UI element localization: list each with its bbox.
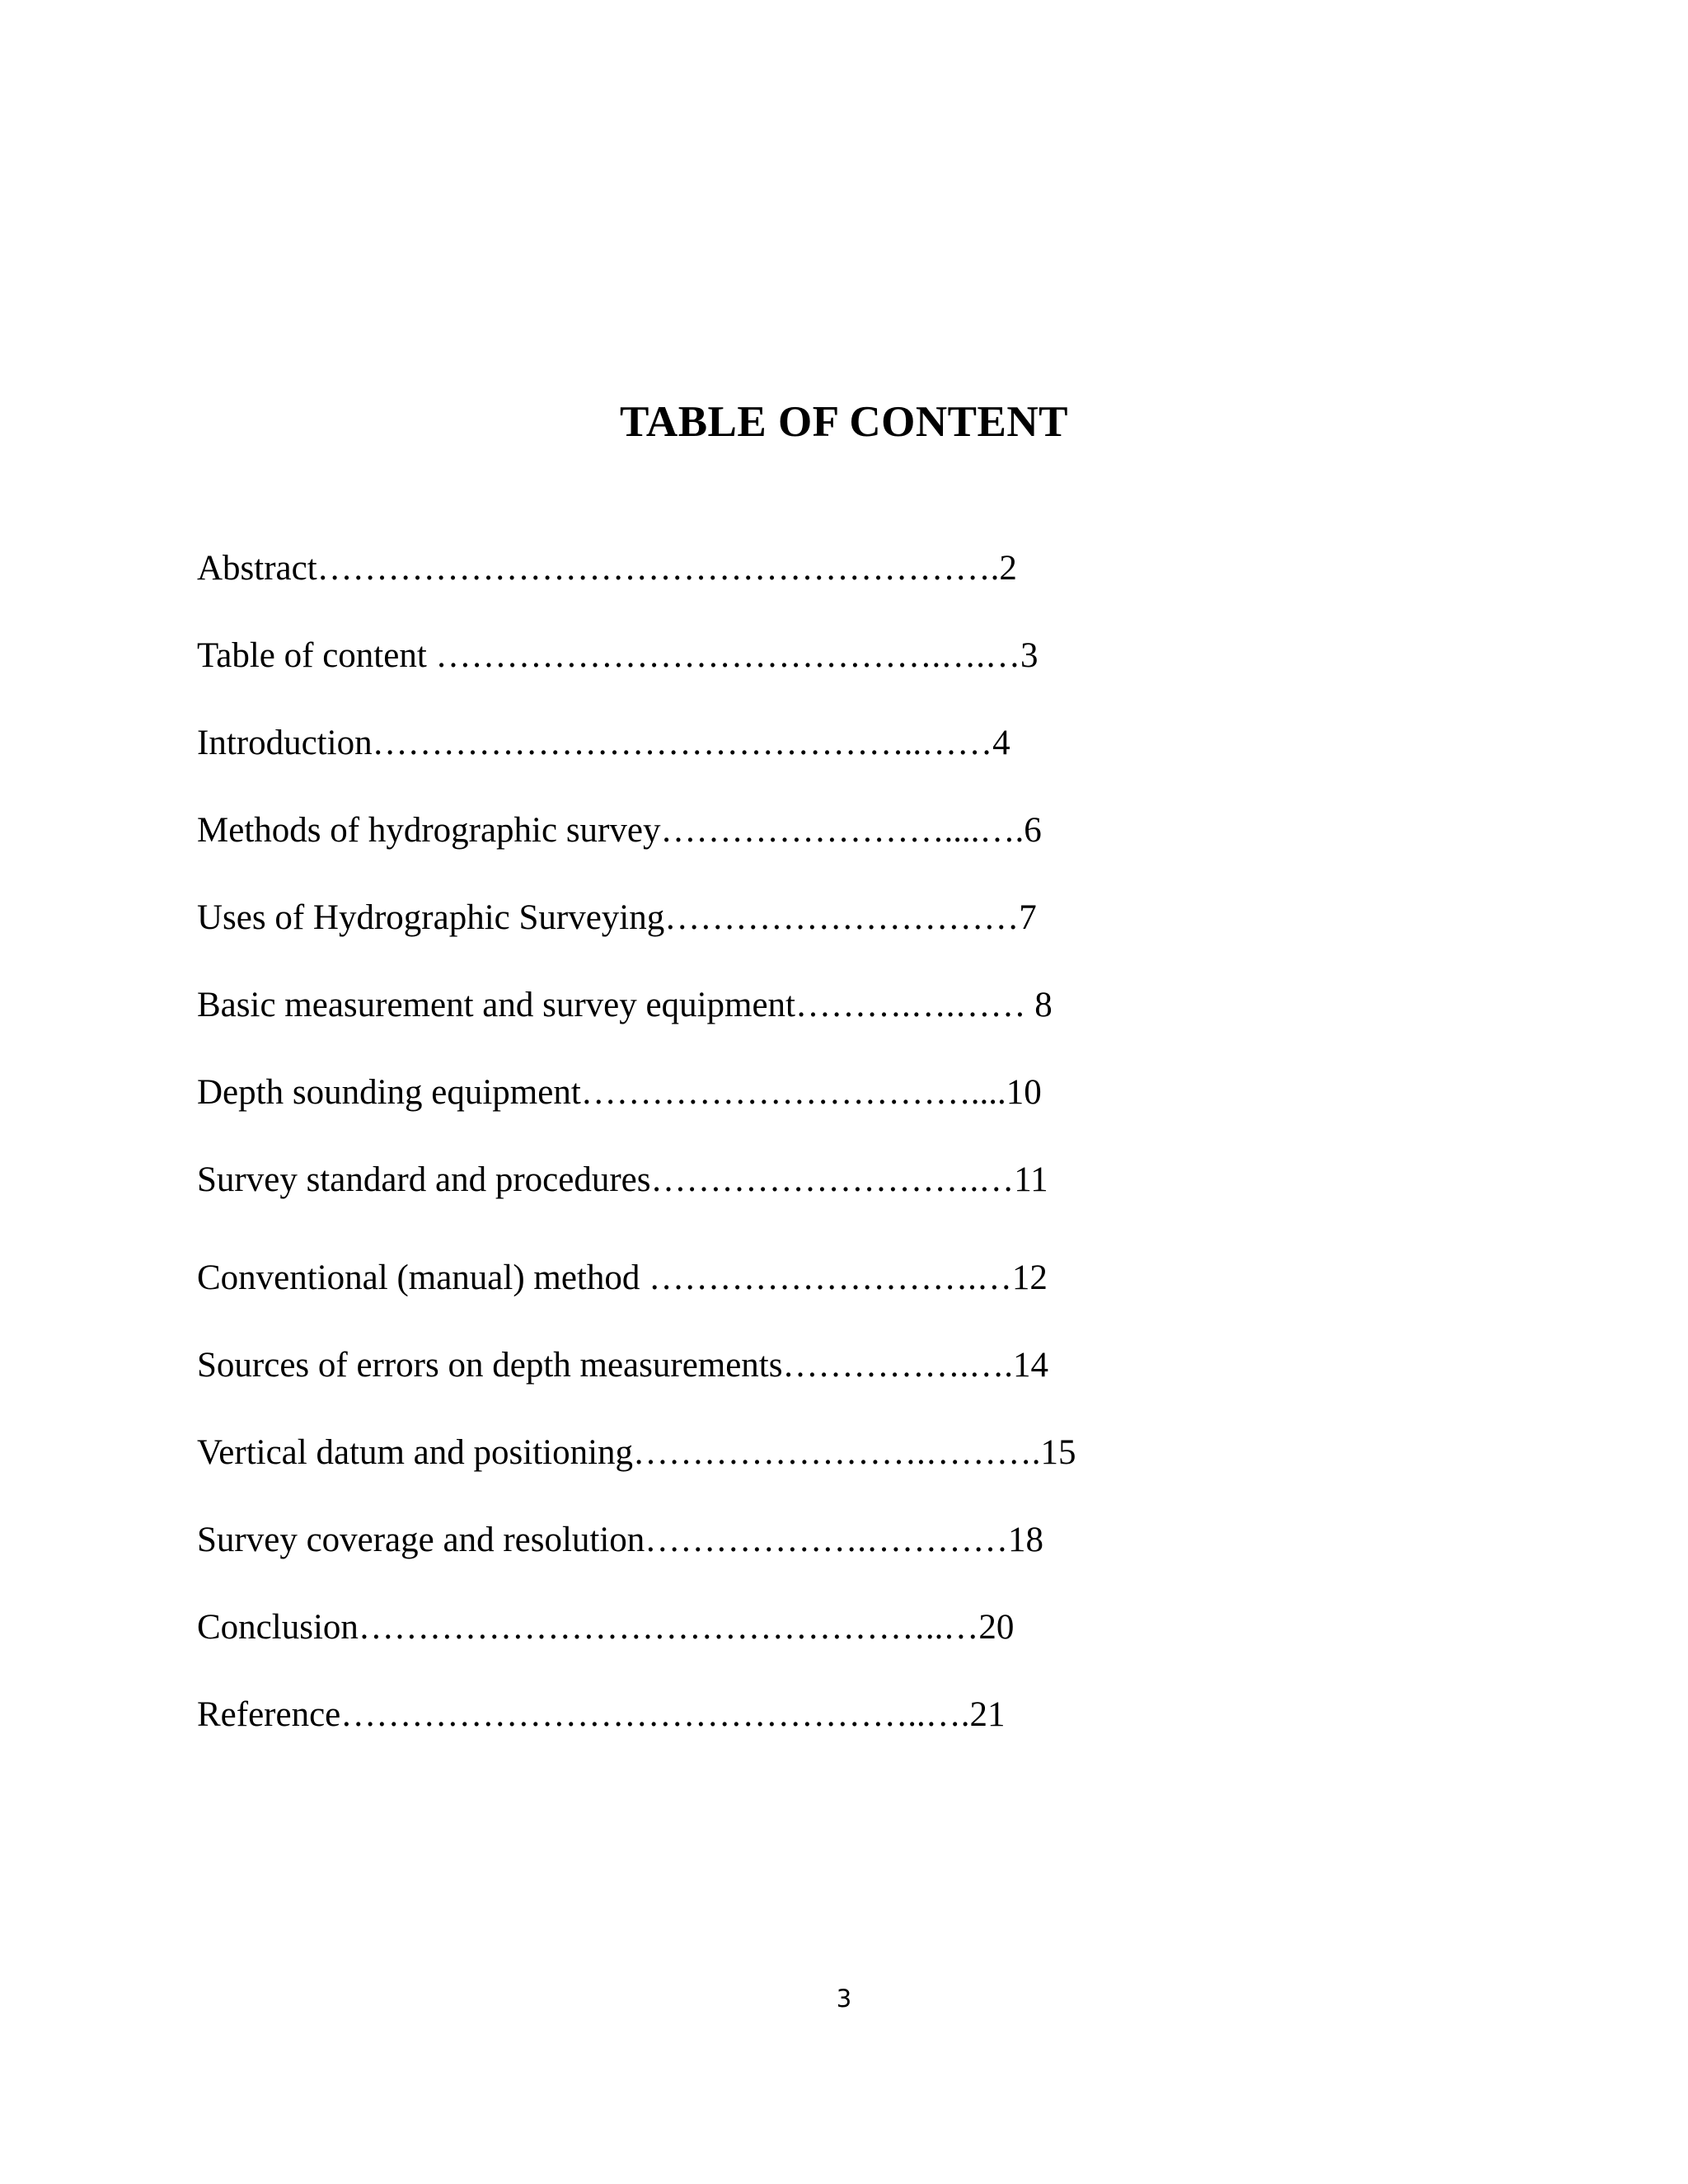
toc-entry-title: Survey standard and procedures bbox=[197, 1160, 651, 1199]
toc-page-number: 21 bbox=[969, 1695, 1006, 1734]
toc-entry-title: Uses of Hydrographic Surveying bbox=[197, 898, 665, 937]
toc-entry-title: Abstract bbox=[197, 549, 317, 588]
toc-leader: …………………………………………………. bbox=[316, 549, 1000, 588]
toc-entry-title: Conventional (manual) method bbox=[197, 1258, 640, 1297]
toc-page-number: 2 bbox=[999, 549, 1017, 588]
toc-leader: …………………………………………..… bbox=[358, 1608, 979, 1647]
toc-leader: …………………………….... bbox=[580, 1073, 1006, 1112]
toc-leader: ……………………….… bbox=[640, 1258, 1012, 1297]
toc-leader: ……….….…… bbox=[795, 986, 1026, 1024]
toc-page-number: 11 bbox=[1014, 1160, 1048, 1199]
toc-entry-title: Reference bbox=[197, 1695, 341, 1734]
toc-leader: …………………………………….….… bbox=[426, 636, 1021, 675]
toc-entry-vertical-datum[interactable] bbox=[197, 1428, 1076, 1478]
toc-entry-sources-of-errors[interactable] bbox=[197, 1341, 1048, 1390]
toc-entry-uses[interactable] bbox=[197, 893, 1037, 943]
toc-page-number: 7 bbox=[1019, 898, 1037, 937]
toc-page-number: 15 bbox=[1040, 1433, 1076, 1472]
toc-page-number: 14 bbox=[1013, 1346, 1048, 1385]
toc-entry-table-of-content[interactable] bbox=[197, 631, 1039, 681]
toc-leader: ……………….………… bbox=[645, 1521, 1009, 1559]
toc-page-number: 10 bbox=[1006, 1073, 1042, 1112]
toc-entry-methods[interactable] bbox=[197, 806, 1042, 855]
toc-leader: ………………………………………..…… bbox=[372, 724, 993, 762]
toc-page-number: 3 bbox=[1020, 636, 1039, 675]
toc-entry-reference[interactable] bbox=[197, 1690, 1006, 1740]
toc-entry-title: Depth sounding equipment bbox=[197, 1073, 581, 1112]
toc-entry-title: Survey coverage and resolution bbox=[197, 1521, 645, 1559]
toc-leader: ……………………….… bbox=[650, 1160, 1015, 1199]
toc-page-number: 12 bbox=[1011, 1258, 1048, 1297]
toc-page-number: 4 bbox=[992, 724, 1010, 762]
footer-page-number: 3 bbox=[836, 1985, 852, 2013]
toc-entry-title: Methods of hydrographic survey bbox=[197, 811, 661, 850]
toc-entry-basic-measurement[interactable] bbox=[197, 981, 1053, 1030]
toc-page-number: 18 bbox=[1008, 1521, 1044, 1559]
page-title: TABLE OF CONTENT bbox=[620, 398, 1068, 446]
toc-entry-title: Introduction bbox=[197, 724, 373, 762]
toc-entry-abstract[interactable] bbox=[197, 544, 1017, 593]
toc-page-number: 6 bbox=[1024, 811, 1042, 850]
toc-entry-title: Vertical datum and positioning bbox=[197, 1433, 634, 1472]
toc-leader: …………………….………. bbox=[633, 1433, 1041, 1472]
toc-page-number: 8 bbox=[1025, 986, 1053, 1024]
toc-leader: …………….…. bbox=[782, 1346, 1013, 1385]
toc-entry-introduction[interactable] bbox=[197, 719, 1010, 768]
toc-entry-conventional-method[interactable] bbox=[197, 1254, 1048, 1303]
toc-page-number: 20 bbox=[978, 1608, 1015, 1647]
toc-entry-survey-standard[interactable] bbox=[197, 1155, 1048, 1205]
toc-entry-title: Table of content bbox=[197, 636, 427, 675]
toc-entry-title: Basic measurement and survey equipment bbox=[197, 986, 796, 1024]
toc-leader: ……………………....…. bbox=[660, 811, 1025, 850]
toc-entry-title: Sources of errors on depth measurements bbox=[197, 1346, 783, 1385]
toc-entry-conclusion[interactable] bbox=[197, 1603, 1014, 1652]
toc-entry-survey-coverage[interactable] bbox=[197, 1516, 1043, 1565]
toc-entry-depth-sounding[interactable] bbox=[197, 1068, 1042, 1118]
toc-leader: ………………………… bbox=[664, 898, 1020, 937]
toc-entry-title: Conclusion bbox=[197, 1608, 359, 1647]
toc-leader: …………………………………………..…. bbox=[340, 1695, 970, 1734]
